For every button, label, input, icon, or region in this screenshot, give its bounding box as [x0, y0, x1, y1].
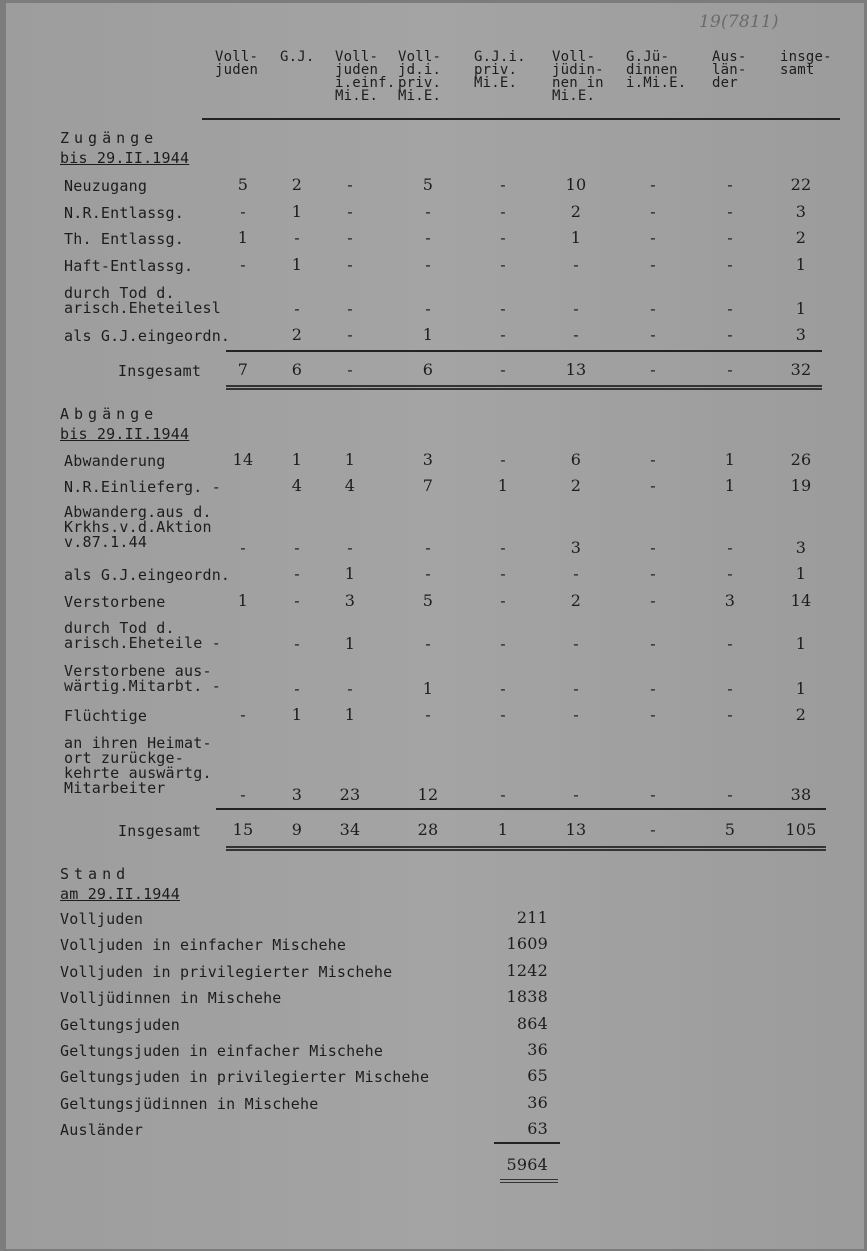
archive-note: 19(7811) [699, 12, 779, 32]
table-cell: - [650, 325, 656, 344]
table-cell: - [650, 538, 656, 557]
table-cell: 2 [291, 175, 303, 194]
stand-row-label: Geltungsjuden in privilegierter Mischehe [60, 1068, 430, 1087]
column-header: insge- samt [780, 49, 832, 78]
table-cell: 1 [795, 679, 807, 698]
total-cell: 105 [785, 820, 817, 839]
total-cell: 9 [291, 820, 303, 839]
table-cell: 1 [344, 705, 356, 724]
stand-row-value: 1838 [506, 987, 548, 1007]
column-header: G.J.i. priv. Mi.E. [474, 49, 526, 91]
row-label: Verstorbene aus- wärtig.Mitarbt. - [64, 662, 221, 695]
column-header: G.Jü- dinnen i.Mi.E. [626, 49, 687, 91]
stand-row-value: 1609 [506, 934, 548, 954]
table-cell: 1 [291, 705, 303, 724]
stand-row-label: Geltungsjuden in einfacher Mischehe [60, 1042, 384, 1060]
table-cell: - [650, 476, 656, 495]
table-cell: - [347, 175, 353, 194]
row-label: Abwanderg.aus d. Krkhs.v.d.Aktion v.87.1.44 [64, 503, 212, 551]
table-cell: - [727, 299, 733, 318]
table-cell: 4 [291, 476, 303, 495]
table-cell: 22 [790, 175, 812, 194]
table-cell: - [425, 202, 431, 221]
abgaenge-date: bis 29.II.1944 [60, 425, 190, 443]
table-cell: - [240, 705, 246, 724]
table-cell: - [650, 705, 656, 724]
table-cell: - [650, 564, 656, 583]
table-cell: 3 [570, 538, 582, 557]
table-cell: 3 [422, 450, 434, 469]
table-cell: 12 [417, 785, 439, 804]
stand-row-value: 211 [516, 908, 548, 927]
stand-row-label: Volljuden [60, 910, 144, 928]
table-cell: - [347, 255, 353, 274]
table-cell: - [425, 299, 431, 318]
table-cell: - [294, 679, 300, 698]
table-cell: - [500, 202, 506, 221]
table-cell: - [727, 785, 733, 804]
stand-row-label: Volljuden in privilegierter Mischehe [60, 962, 393, 981]
table-cell: - [650, 299, 656, 318]
table-cell: - [573, 634, 579, 653]
table-cell: - [425, 228, 431, 247]
table-cell: - [425, 255, 431, 274]
row-label: Th. Entlassg. [64, 230, 184, 248]
table-cell: 1 [795, 634, 807, 653]
table-cell: 1 [344, 450, 356, 469]
row-label: N.R.Entlassg. [64, 204, 184, 222]
table-cell: 2 [570, 202, 582, 221]
row-label: N.R.Einlieferg. - [64, 478, 221, 496]
abgaenge-title: Abgänge [60, 405, 159, 423]
table-cell: 1 [237, 228, 249, 247]
table-cell: - [650, 591, 656, 610]
total-cell: 32 [790, 360, 812, 379]
zugaenge-date: bis 29.II.1944 [60, 149, 190, 167]
table-cell: - [500, 325, 506, 344]
table-cell: 2 [795, 228, 807, 247]
total-cell: - [727, 360, 733, 379]
table-cell: 1 [422, 325, 434, 344]
table-cell: 2 [291, 325, 303, 344]
table-cell: - [727, 634, 733, 653]
table-cell: - [727, 255, 733, 274]
row-label: als G.J.eingeordn. [64, 566, 231, 584]
total-cell: 7 [237, 360, 249, 379]
table-cell: 23 [339, 785, 361, 804]
row-label: Abwanderung [64, 452, 166, 470]
table-cell: - [650, 785, 656, 804]
table-cell: 1 [795, 299, 807, 318]
stand-row-label: Geltungsjüdinnen in Mischehe [60, 1094, 319, 1113]
table-cell: - [500, 564, 506, 583]
table-cell: 2 [570, 591, 582, 610]
stand-sum-rule [494, 1142, 560, 1144]
table-cell: - [650, 450, 656, 469]
total-cell: - [500, 360, 506, 379]
table-cell: - [347, 202, 353, 221]
zugaenge-double-rule [226, 385, 822, 390]
table-cell: - [500, 785, 506, 804]
table-cell: - [500, 175, 506, 194]
total-cell: 1 [497, 820, 509, 839]
header-rule [202, 118, 840, 120]
table-cell: - [294, 299, 300, 318]
table-cell: - [650, 175, 656, 194]
total-cell: - [650, 360, 656, 379]
table-cell: 1 [497, 476, 509, 495]
stand-row-value: 36 [527, 1092, 548, 1112]
total-cell: - [650, 820, 656, 839]
table-cell: 2 [570, 476, 582, 495]
table-cell: - [347, 299, 353, 318]
total-cell: 6 [422, 360, 434, 379]
table-cell: 3 [795, 202, 807, 221]
abgaenge-sum-rule [216, 808, 826, 810]
table-cell: - [347, 325, 353, 344]
stand-row-label: Geltungsjuden [60, 1015, 180, 1034]
table-cell: - [240, 538, 246, 557]
table-cell: 3 [724, 591, 736, 610]
table-cell: - [650, 202, 656, 221]
total-cell: 6 [291, 360, 303, 379]
table-cell: - [573, 785, 579, 804]
table-cell: 10 [565, 175, 587, 194]
table-cell: 5 [237, 175, 249, 194]
stand-row-value: 63 [527, 1119, 548, 1139]
column-header: Voll- jd.i. priv. Mi.E. [398, 49, 442, 104]
zugaenge-title: Zugänge [60, 129, 159, 147]
table-cell: - [500, 538, 506, 557]
table-cell: 1 [291, 202, 303, 221]
table-cell: - [500, 255, 506, 274]
column-header: Aus- län- der [712, 49, 747, 91]
table-cell: - [500, 634, 506, 653]
table-cell: - [727, 679, 733, 698]
table-cell: - [294, 634, 300, 653]
row-label: durch Tod d. arisch.Eheteile - [64, 619, 221, 652]
table-cell: - [573, 255, 579, 274]
stand-total: 5964 [506, 1155, 548, 1174]
row-label: durch Tod d. arisch.Eheteilesl [64, 284, 221, 317]
table-cell: - [573, 679, 579, 698]
total-cell: 28 [417, 820, 439, 839]
table-cell: - [727, 228, 733, 247]
table-cell: 14 [790, 591, 812, 610]
table-cell: - [500, 228, 506, 247]
table-cell: 26 [790, 450, 812, 469]
row-label: als G.J.eingeordn. [64, 327, 231, 345]
total-cell: 13 [565, 360, 587, 379]
stand-title: Stand [60, 865, 131, 883]
table-cell: - [500, 591, 506, 610]
table-cell: 19 [790, 476, 812, 495]
table-cell: 6 [570, 450, 582, 469]
table-cell: - [500, 705, 506, 724]
stand-row-label: Volljüdinnen in Mischehe [60, 989, 282, 1008]
abgaenge-double-rule [226, 846, 826, 851]
row-label: Flüchtige [64, 707, 148, 725]
total-label: Insgesamt [118, 362, 202, 380]
stand-row-label: Volljuden in einfacher Mischehe [60, 936, 347, 955]
table-cell: - [727, 175, 733, 194]
table-cell: 1 [724, 450, 736, 469]
table-cell: - [240, 202, 246, 221]
table-cell: 1 [795, 255, 807, 274]
table-cell: 5 [422, 591, 434, 610]
table-cell: 4 [344, 476, 356, 495]
column-header: Voll- jüdin- nen in Mi.E. [552, 49, 604, 104]
stand-row-value: 1242 [506, 960, 548, 980]
table-cell: - [573, 564, 579, 583]
table-cell: 1 [422, 679, 434, 698]
table-cell: 2 [795, 705, 807, 724]
table-cell: 1 [237, 591, 249, 610]
total-label: Insgesamt [118, 822, 202, 840]
row-label: an ihren Heimat- ort zurückge- kehrte auswärtg. Mitarbeiter [64, 734, 212, 797]
table-cell: - [500, 450, 506, 469]
table-cell: - [573, 705, 579, 724]
column-header: Voll- juden i.einf. Mi.E. [335, 49, 396, 104]
total-cell: 34 [339, 820, 361, 839]
table-cell: 38 [790, 785, 812, 804]
table-cell: - [294, 228, 300, 247]
table-cell: - [294, 564, 300, 583]
table-cell: - [425, 538, 431, 557]
table-cell: - [727, 325, 733, 344]
table-cell: - [727, 202, 733, 221]
table-cell: - [650, 634, 656, 653]
total-cell: 15 [232, 820, 254, 839]
table-cell: - [727, 705, 733, 724]
table-cell: 3 [795, 538, 807, 557]
table-cell: 3 [795, 325, 807, 344]
table-cell: - [347, 228, 353, 247]
stand-double-rule [500, 1179, 558, 1183]
table-cell: - [425, 564, 431, 583]
stand-row-value: 65 [527, 1066, 548, 1086]
table-cell: 1 [291, 450, 303, 469]
table-cell: - [573, 299, 579, 318]
table-cell: - [573, 325, 579, 344]
table-cell: - [500, 679, 506, 698]
table-cell: - [240, 785, 246, 804]
row-label: Neuzugang [64, 177, 148, 195]
table-cell: 1 [291, 255, 303, 274]
table-cell: 3 [291, 785, 303, 804]
total-cell: - [347, 360, 353, 379]
stand-row-label: Ausländer [60, 1121, 144, 1140]
stand-row-value: 864 [516, 1013, 548, 1033]
table-cell: - [347, 538, 353, 557]
table-cell: 1 [344, 564, 356, 583]
table-cell: 5 [422, 175, 434, 194]
column-header: Voll- juden [215, 49, 259, 78]
table-cell: 7 [422, 476, 434, 495]
table-cell: - [500, 299, 506, 318]
total-cell: 5 [724, 820, 736, 839]
table-cell: 3 [344, 591, 356, 610]
table-cell: - [294, 591, 300, 610]
table-cell: - [240, 255, 246, 274]
table-cell: - [727, 538, 733, 557]
table-cell: 1 [795, 564, 807, 583]
row-label: Verstorbene [64, 593, 166, 611]
table-cell: - [650, 679, 656, 698]
row-label: Haft-Entlassg. [64, 257, 194, 275]
table-cell: - [727, 564, 733, 583]
table-cell: 14 [232, 450, 254, 469]
table-cell: - [294, 538, 300, 557]
zugaenge-sum-rule [226, 350, 822, 352]
table-cell: - [347, 679, 353, 698]
stand-date: am 29.II.1944 [60, 885, 180, 903]
table-cell: - [425, 705, 431, 724]
stand-row-value: 36 [527, 1040, 548, 1059]
table-cell: - [650, 255, 656, 274]
table-cell: - [425, 634, 431, 653]
column-header: G.J. [280, 49, 315, 65]
table-cell: 1 [724, 476, 736, 495]
table-cell: 1 [344, 634, 356, 653]
document-page [6, 3, 864, 1249]
table-cell: - [650, 228, 656, 247]
table-cell: 1 [570, 228, 582, 247]
total-cell: 13 [565, 820, 587, 839]
